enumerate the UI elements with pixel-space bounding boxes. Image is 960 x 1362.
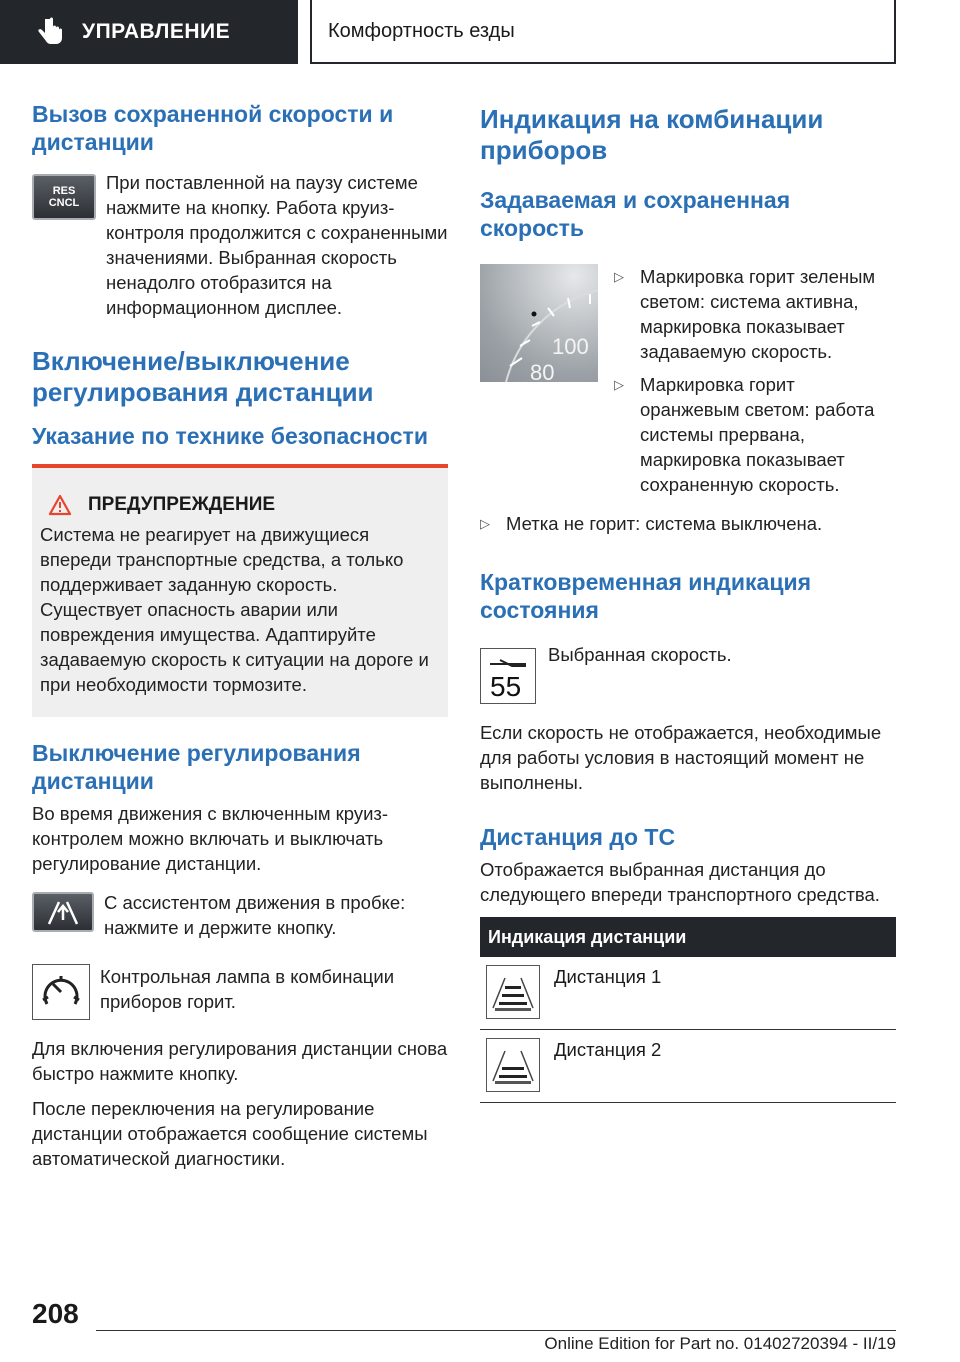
off-text: Во время движения с включенным круиз-контролем можно включать и выключать регулирование дистанции.: [32, 803, 389, 874]
res-label: RES: [52, 185, 76, 197]
distance-bars-icon: [489, 1045, 537, 1085]
assist-text: С ассистентом движения в пробке: нажмите и держите кнопку.: [104, 892, 406, 938]
assist-block: [32, 890, 448, 940]
heading-setspeed: Задаваемая и сохраненная скорость: [480, 187, 791, 241]
speedometer-gauge-image: [480, 264, 598, 382]
edition-text: Online Edition for Part no. 01402720394 - II/19: [544, 1334, 896, 1353]
bullet-text-2: Маркировка горит оранжевым светом: работа системы прервана, маркировка показывает сохраненную скорость.: [640, 374, 875, 495]
indicator-lamp-icon: [32, 964, 90, 1020]
gauge-label-80: 80: [530, 360, 555, 382]
chapter-title: Комфортность езды: [328, 19, 515, 42]
lamp-text: Контрольная лампа в комбинации приборов горит.: [100, 966, 395, 1012]
table-row: [480, 1030, 896, 1103]
distance-2-icon: [486, 1038, 540, 1092]
warning-triangle-icon: [48, 494, 72, 516]
triangle-bullet-icon: ▷: [614, 269, 624, 284]
heading-safety: Указание по технике безопасности: [32, 423, 428, 449]
list-item: [614, 372, 896, 497]
heading-cluster: Индикация на комбинации приборов: [480, 104, 824, 165]
distance-2-label: Дистанция 2: [554, 1039, 662, 1060]
heading-off: Выключение регулирования дистанции: [32, 740, 361, 794]
traffic-jam-assist-button-icon: [32, 892, 94, 932]
setspeed-block: [480, 264, 896, 505]
distance-text: Отображается выбранная дистанция до следующего впереди транспортного средства.: [480, 859, 880, 905]
selected-speed-text: Выбранная скорость.: [548, 644, 732, 665]
warning-text: Система не реагирует на движущиеся впереди транспортные средства, а только поддерживает заданную скорость. Существует опасность аварии или повреждения имущества. Адаптируйте задаваемую скорость к ситуации на дороге и при необходимости тормозите.: [40, 524, 429, 695]
distance-table-header: [480, 917, 896, 957]
section-title: УПРАВЛЕНИЕ: [82, 20, 231, 43]
warning-box: [32, 464, 448, 717]
status-speed-value: 55: [490, 671, 522, 702]
chapter-tab: [310, 0, 896, 64]
speed-display-icon: [482, 650, 534, 702]
warning-title-row: [40, 494, 436, 516]
heading-status: Кратковременная индикация состояния: [480, 569, 812, 623]
cncl-label: CNCL: [48, 197, 80, 209]
list-item: [480, 511, 896, 536]
recall-text: При поставленной на паузу системе нажмите на кнопку. Работа круиз-контроля продолжится с сохраненными значениями. Выбранная скорость ненадолго отобразится на информационном дисплее.: [106, 172, 448, 318]
heading-distance: Дистанция до ТС: [480, 824, 676, 850]
not-shown-text: Если скорость не отображается, необходимые для работы условия в настоящий момент не выполнены.: [480, 722, 882, 793]
res-cncl-button-icon: [32, 174, 96, 220]
footer-divider: [96, 1330, 896, 1331]
on-again-text: Для включения регулирования дистанции снова быстро нажмите кнопку.: [32, 1038, 448, 1084]
lamp-block: [32, 964, 448, 1020]
bullets-top: [610, 264, 896, 505]
table-header-label: Индикация дистанции: [488, 926, 687, 947]
road-arrow-icon: [43, 898, 83, 926]
right-column: [480, 104, 896, 1103]
recall-block: [32, 170, 448, 320]
status-block: [480, 642, 896, 704]
status-speed-icon: [480, 648, 536, 704]
triangle-bullet-icon: ▷: [480, 516, 490, 531]
section-tab: [0, 0, 298, 64]
list-item: [614, 264, 896, 364]
triangle-bullet-icon: ▷: [614, 377, 624, 392]
bullet-text-1: Маркировка горит зеленым светом: система активна, маркировка показывает задаваемую скорость.: [640, 266, 876, 362]
distance-1-icon: [486, 965, 540, 1019]
recall-text-start: [106, 170, 448, 320]
bullet-text-3: Метка не горит: система выключена.: [506, 513, 823, 534]
page-number: 208: [32, 1298, 79, 1329]
distance-1-label: Дистанция 1: [554, 966, 662, 987]
speedometer-icon: [39, 970, 83, 1014]
hand-pointer-icon: [36, 17, 64, 47]
distance-bars-icon: [489, 972, 537, 1012]
table-row: [480, 957, 896, 1030]
warning-title: ПРЕДУПРЕЖДЕНИЕ: [88, 494, 276, 515]
gauge-label-100: 100: [552, 334, 589, 359]
gauge-dial: [480, 264, 598, 382]
left-column: [32, 100, 448, 1171]
heading-recall: Вызов сохраненной скорости и дистанции: [32, 101, 394, 155]
heading-onoff: Включение/выключение регулирования дистанции: [32, 346, 374, 407]
switch-text: После переключения на регулирование дистанции отображается сообщение системы автоматической диагностики.: [32, 1098, 428, 1169]
